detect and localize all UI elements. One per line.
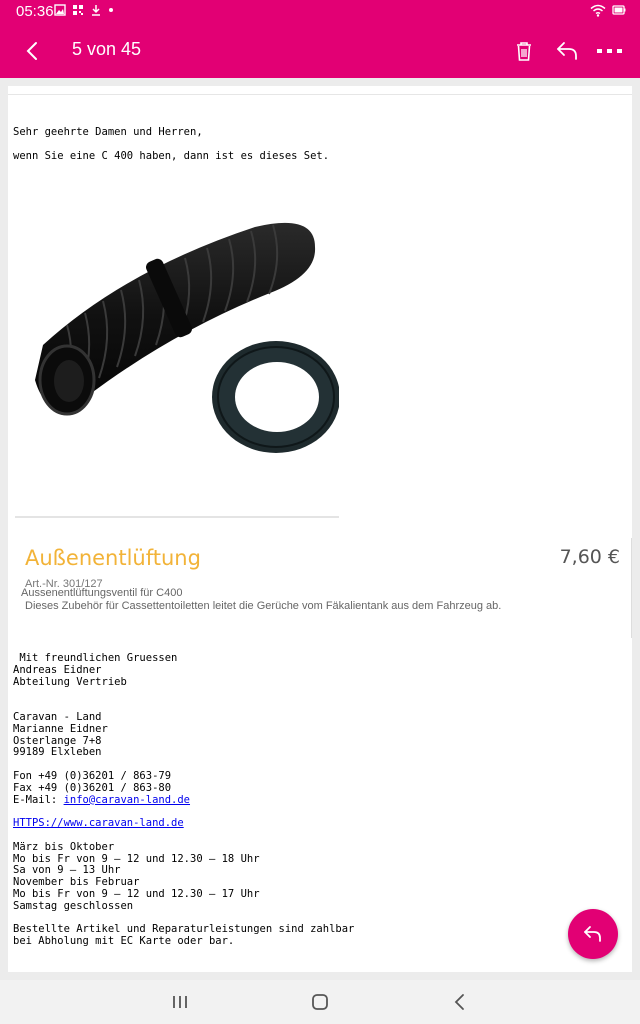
product-article-number: Art.-Nr. 301/127 xyxy=(25,578,103,590)
email-body xyxy=(8,86,632,972)
qr-icon xyxy=(72,4,84,16)
divider xyxy=(8,94,632,95)
hours-line: März bis Oktober xyxy=(13,840,115,853)
image-icon xyxy=(54,4,66,16)
hours-line: Mo bis Fr von 9 – 12 und 12.30 – 17 Uhr xyxy=(13,887,260,900)
spacer xyxy=(13,688,354,700)
message-position: 5 von 45 xyxy=(72,39,142,59)
home-button[interactable] xyxy=(309,992,331,1012)
download-icon xyxy=(90,4,102,16)
hours-line: Samstag geschlossen xyxy=(13,899,134,912)
navigation-bar xyxy=(0,980,640,1024)
product-image xyxy=(15,175,339,505)
sig-email-label: E-Mail: xyxy=(13,793,64,806)
sig-phone: Fon +49 (0)36201 / 863-79 xyxy=(13,769,172,782)
product-price: 7,60 € xyxy=(559,546,620,568)
app-bar xyxy=(0,24,640,78)
status-bar xyxy=(0,0,640,24)
reply-icon xyxy=(581,922,605,946)
payment-line: bei Abholung mit EC Karte oder bar. xyxy=(13,935,235,948)
recents-button[interactable] xyxy=(169,992,191,1012)
status-right-icons xyxy=(590,4,626,17)
divider xyxy=(631,538,632,638)
spacer xyxy=(13,830,354,842)
product-description: Dieses Zubehör für Cassettentoiletten leitet die Gerüche vom Fäkalientank aus dem Fahrzeug ab. xyxy=(25,600,502,612)
sig-city: 99189 Elxleben xyxy=(13,746,102,759)
sig-website-line xyxy=(13,818,354,830)
delete-button[interactable] xyxy=(509,36,539,66)
reply-button[interactable] xyxy=(553,36,583,66)
back-button[interactable] xyxy=(18,37,46,65)
chevron-left-icon xyxy=(18,37,46,65)
more-button[interactable] xyxy=(595,36,625,66)
sig-fax: Fax +49 (0)36201 / 863-80 xyxy=(13,781,172,794)
reply-icon xyxy=(553,36,583,66)
recents-icon xyxy=(169,992,191,1012)
intro-text: wenn Sie eine C 400 haben, dann ist es dieses Set. xyxy=(13,150,330,162)
product-name: Außenentlüftung xyxy=(25,546,201,570)
website-link[interactable]: HTTPS://www.caravan-land.de xyxy=(13,817,184,830)
hours-line: Mo bis Fr von 9 – 12 und 12.30 – 18 Uhr xyxy=(13,852,260,865)
sig-closing: Mit freundlichen Gruessen xyxy=(13,652,178,664)
reply-fab[interactable] xyxy=(568,909,618,959)
greeting: Sehr geehrte Damen und Herren, xyxy=(13,126,203,138)
image-caption: Aussenentlüftungsventil für C400 xyxy=(21,587,183,599)
sig-owner: Marianne Eidner xyxy=(13,722,108,735)
signature xyxy=(13,653,354,948)
wifi-icon xyxy=(590,4,606,17)
product-info xyxy=(8,538,632,638)
sig-department: Abteilung Vertrieb xyxy=(13,675,127,688)
more-icon xyxy=(595,36,625,66)
sig-email-line xyxy=(13,795,354,807)
dot-icon xyxy=(108,4,114,16)
delete-icon xyxy=(509,36,539,66)
back-nav-button[interactable] xyxy=(449,992,471,1012)
sig-company: Caravan - Land xyxy=(13,710,102,723)
hours-line: November bis Februar xyxy=(13,876,140,889)
payment-line: Bestellte Artikel und Reparaturleistungen sind zahlbar xyxy=(13,923,355,936)
home-icon xyxy=(309,992,331,1012)
status-time: 05:36 xyxy=(16,3,54,20)
battery-icon xyxy=(612,4,626,17)
email-link[interactable]: info@caravan-land.de xyxy=(63,793,191,806)
status-left-icons xyxy=(54,4,114,16)
sig-street: Osterlange 7+8 xyxy=(13,734,102,747)
back-icon xyxy=(449,992,471,1012)
sig-name: Andreas Eidner xyxy=(13,663,102,676)
hours-line: Sa von 9 – 13 Uhr xyxy=(13,864,121,877)
